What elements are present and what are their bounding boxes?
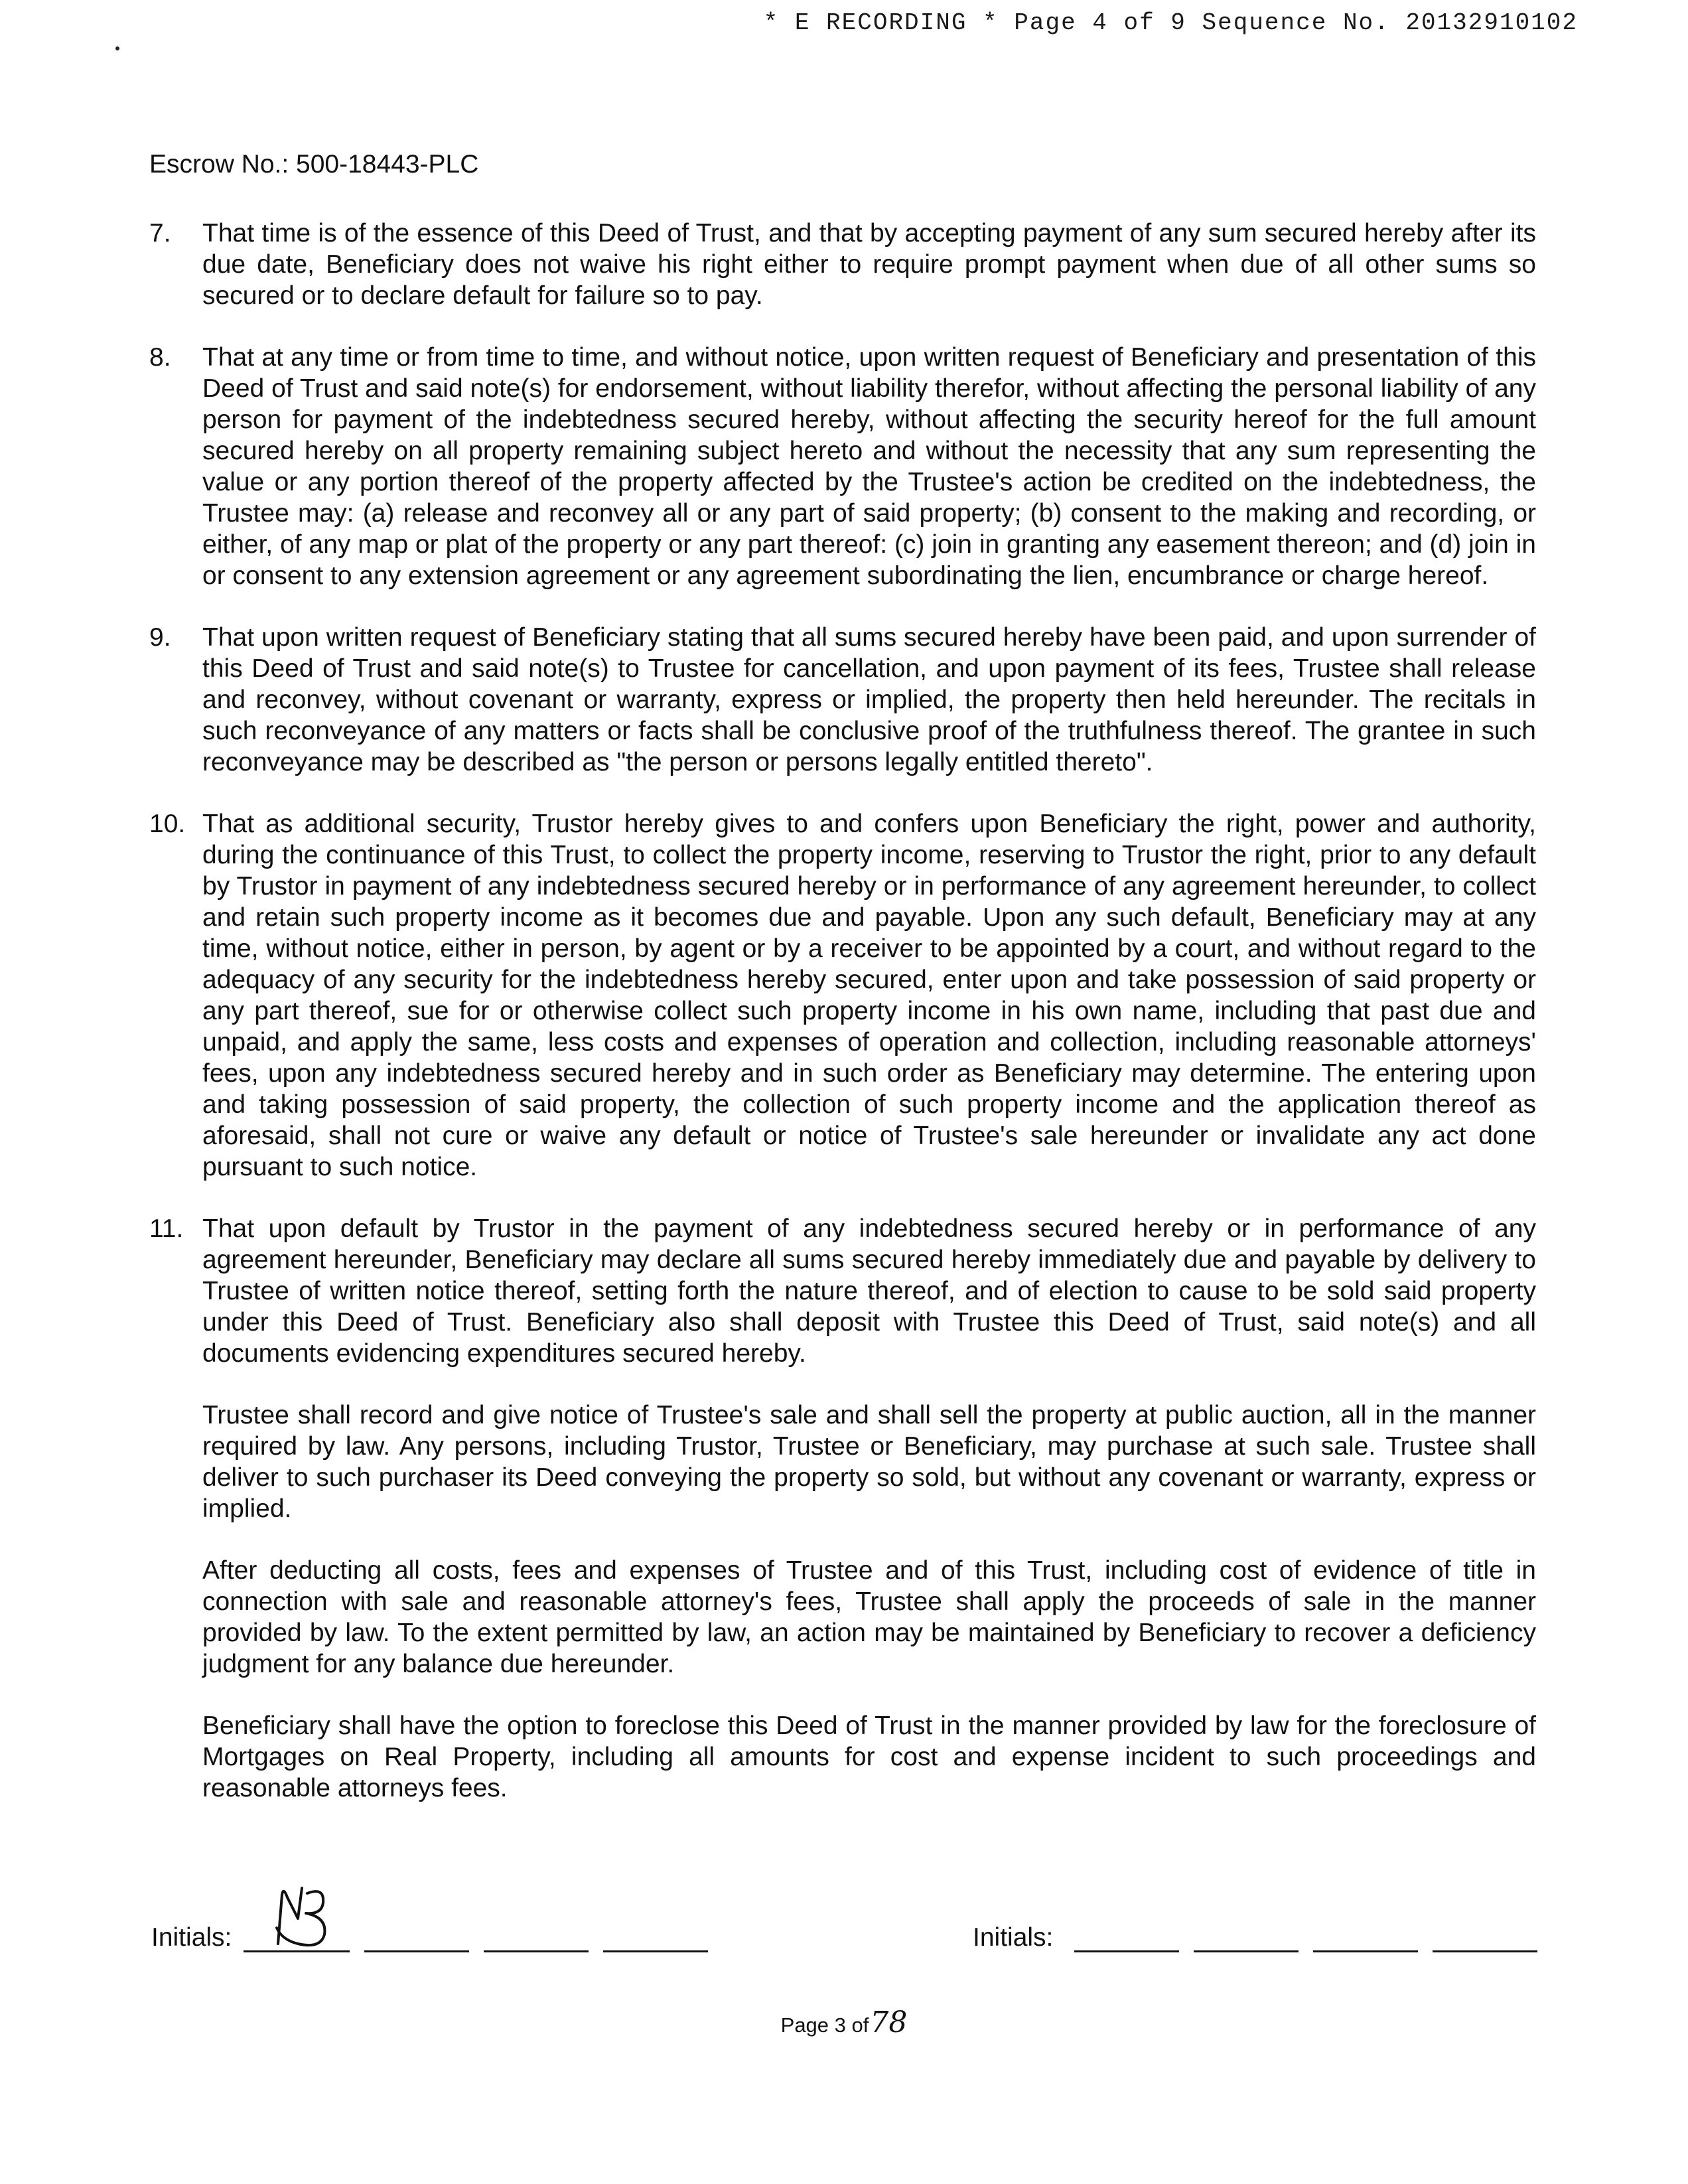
page-total-handwritten: 78: [870, 2005, 908, 2039]
clause-text: [202, 622, 1536, 778]
initials-line: [1074, 1921, 1179, 1952]
clause-paragraph: That upon written request of Beneficiary stating that all sums secured hereby have been paid, and upon surrender of this Deed of Trust and said note(s) to Trustee for cancellation, and upon payment of its fees, Trustee shall release and reconvey, without covenant or warranty, express or implied, the property then held hereunder. The recitals in such reconveyance of any matters or facts shall be conclusive proof of the truthfulness thereof. The grantee in such reconveyance may be described as "the person or persons legally entitled thereto".: [202, 623, 1536, 776]
initials-line: [1194, 1921, 1299, 1952]
handwritten-initials-signature: [263, 1880, 343, 1953]
page-number-printed: Page 3 of: [780, 2013, 869, 2037]
initials-label: Initials:: [151, 1923, 232, 1952]
clause-text: [202, 1213, 1536, 1804]
scan-speck: [115, 46, 119, 50]
clause-number: 10.: [149, 810, 186, 838]
clause-text: [202, 342, 1536, 591]
document-body: [149, 218, 1536, 1834]
clause-number: 11.: [149, 1214, 184, 1243]
initials-left: [151, 1921, 708, 1952]
initials-label: Initials:: [973, 1923, 1054, 1952]
clause-number: 7.: [149, 219, 171, 248]
initials-line: [364, 1921, 469, 1952]
recording-stamp: * E RECORDING * Page 4 of 9 Sequence No. 20132910102: [763, 9, 1578, 36]
initials-right: [973, 1921, 1537, 1952]
clause-paragraph: Trustee shall record and give notice of Trustee's sale and shall sell the property at public auction, all in the manner required by law. Any persons, including Trustor, Trustee or Beneficiary, may purchase at such sale. Trustee shall deliver to such purchaser its Deed conveying the property so sold, but without any covenant or warranty, express or implied.: [202, 1401, 1536, 1523]
clause-number: 9.: [149, 623, 171, 652]
initials-line: [484, 1921, 589, 1952]
escrow-number: Escrow No.: 500-18443-PLC: [149, 150, 479, 179]
clause-number: 8.: [149, 343, 171, 372]
clause-paragraph: That at any time or from time to time, and without notice, upon written request of Beneficiary and presentation of this Deed of Trust and said note(s) for endorsement, without liability therefor, without affecting the personal liability of any person for payment of the indebtedness secured hereby, without affecting the security hereof for the full amount secured hereby on all property remaining subject hereto and without the necessity that any sum representing the value or any portion thereof of the property affected by the Trustee's action be credited on the indebtedness, the Trustee may: (a) release and reconvey all or any part of said property; (b) consent to the making and recording, or either, of any map or plat of the property or any part thereof: (c) join in granting any easement thereon; and (d) join in or consent to any extension agreement or any agreement subordinating the lien, encumbrance or charge hereof.: [202, 343, 1536, 590]
page-footer: [0, 2005, 1688, 2039]
clause-10: [149, 808, 1536, 1183]
clause-8: [149, 342, 1536, 591]
clause-9: [149, 622, 1536, 778]
initials-line: [603, 1921, 708, 1952]
initials-line-signed: [244, 1921, 350, 1952]
initials-line: [1313, 1921, 1418, 1952]
clause-paragraph: Beneficiary shall have the option to foreclose this Deed of Trust in the manner provided by law for the foreclosure of Mortgages on Real Property, including all amounts for cost and expense incident to such proceedings and reasonable attorneys fees.: [202, 1711, 1536, 1802]
clause-text: [202, 808, 1536, 1183]
initials-line: [1433, 1921, 1537, 1952]
clause-paragraph: That upon default by Trustor in the payment of any indebtedness secured hereby or in performance of any agreement hereunder, Beneficiary may declare all sums secured hereby immediately due and payable by delivery to Trustee of written notice thereof, setting forth the nature thereof, and of election to cause to be sold said property under this Deed of Trust. Beneficiary also shall deposit with Trustee this Deed of Trust, said note(s) and all documents evidencing expenditures secured hereby.: [202, 1214, 1536, 1368]
clause-11: [149, 1213, 1536, 1804]
clause-paragraph: That as additional security, Trustor hereby gives to and confers upon Beneficiary the right, power and authority, during the continuance of this Trust, to collect the property income, reserving to Trustor the right, prior to any default by Trustor in payment of any indebtedness secured hereby or in performance of any agreement hereunder, to collect and retain such property income as it becomes due and payable. Upon any such default, Beneficiary may at any time, without notice, either in person, by agent or by a receiver to be appointed by a court, and without regard to the adequacy of any security for the indebtedness hereby secured, enter upon and take possession of said property or any part thereof, sue for or otherwise collect such property income in his own name, including that past due and unpaid, and apply the same, less costs and expenses of operation and collection, including reasonable attorneys' fees, upon any indebtedness secured hereby and in such order as Beneficiary may determine. The entering upon and taking possession of said property, the collection of such property income and the application thereof as aforesaid, shall not cure or waive any default or notice of Trustee's sale hereunder or invalidate any act done pursuant to such notice.: [202, 810, 1536, 1181]
clause-7: [149, 218, 1536, 311]
clause-paragraph: That time is of the essence of this Deed of Trust, and that by accepting payment of any sum secured hereby after its due date, Beneficiary does not waive his right either to require prompt payment when due of all other sums so secured or to declare default for failure so to pay.: [202, 219, 1536, 310]
clause-text: [202, 218, 1536, 311]
clause-paragraph: After deducting all costs, fees and expenses of Trustee and of this Trust, including cost of evidence of title in connection with sale and reasonable attorney's fees, Trustee shall apply the proceeds of sale in the manner provided by law. To the extent permitted by law, an action may be maintained by Beneficiary to recover a deficiency judgment for any balance due hereunder.: [202, 1556, 1536, 1678]
